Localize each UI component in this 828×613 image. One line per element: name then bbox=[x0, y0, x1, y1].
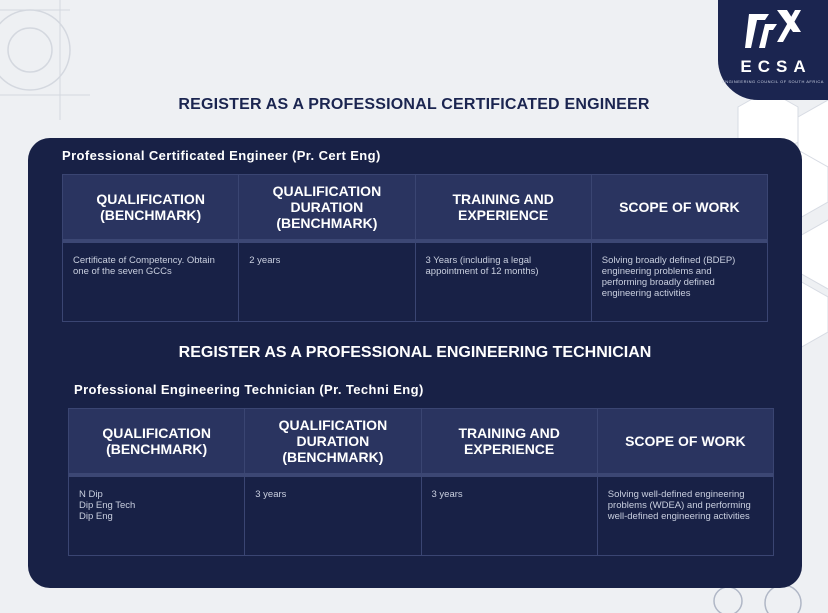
header-training: TRAINING AND EXPERIENCE bbox=[416, 175, 592, 239]
content-panel bbox=[28, 138, 802, 588]
cell-qualification: Certificate of Competency. Obtain one of the seven GCCs bbox=[63, 243, 239, 321]
header-duration: QUALIFICATION DURATION (BENCHMARK) bbox=[245, 409, 421, 473]
header-qualification: QUALIFICATION (BENCHMARK) bbox=[63, 175, 239, 239]
logo-name: ECSA bbox=[740, 57, 812, 76]
section2-table-row bbox=[69, 477, 773, 555]
page-title: REGISTER AS A PROFESSIONAL CERTIFICATED ENGINEER bbox=[178, 96, 650, 113]
header-qualification: QUALIFICATION (BENCHMARK) bbox=[69, 409, 245, 473]
cell-scope: Solving well-defined engineering problems (WDEA) and performing well-defined engineering activities bbox=[607, 489, 751, 522]
section2-subtitle: Professional Engineering Technician (Pr. Techni Eng) bbox=[74, 382, 424, 397]
ecsa-logo bbox=[718, 0, 828, 100]
header-scope: SCOPE OF WORK bbox=[619, 199, 740, 215]
cell-training: 3 Years (including a legal appointment of 12 months) bbox=[416, 243, 592, 321]
cell-duration: 2 years bbox=[239, 243, 415, 321]
header-scope: SCOPE OF WORK bbox=[625, 433, 746, 449]
header-training: TRAINING AND EXPERIENCE bbox=[422, 409, 598, 473]
header-duration: QUALIFICATION DURATION (BENCHMARK) bbox=[239, 175, 415, 239]
section2-table-header bbox=[69, 409, 773, 477]
section1-table-row bbox=[63, 243, 767, 321]
gear-decoration-icon bbox=[0, 0, 110, 140]
cell-duration: 3 years bbox=[245, 477, 421, 555]
section1-table bbox=[62, 174, 768, 322]
section1-table-header bbox=[63, 175, 767, 243]
cell-qualification: N Dip Dip Eng Tech Dip Eng bbox=[69, 477, 245, 555]
section1-subtitle: Professional Certificated Engineer (Pr. Cert Eng) bbox=[62, 148, 381, 163]
cell-training: 3 years bbox=[422, 477, 598, 555]
ecsa-logo-mark-icon bbox=[743, 8, 803, 50]
section2-table bbox=[68, 408, 774, 556]
section2-title: REGISTER AS A PROFESSIONAL ENGINEERING TECHNICIAN bbox=[178, 344, 652, 361]
cell-scope: Solving broadly defined (BDEP) engineering problems and performing broadly defined engineering activities bbox=[601, 255, 736, 299]
logo-subtitle: ENGINEERING COUNCIL OF SOUTH AFRICA bbox=[722, 79, 824, 84]
